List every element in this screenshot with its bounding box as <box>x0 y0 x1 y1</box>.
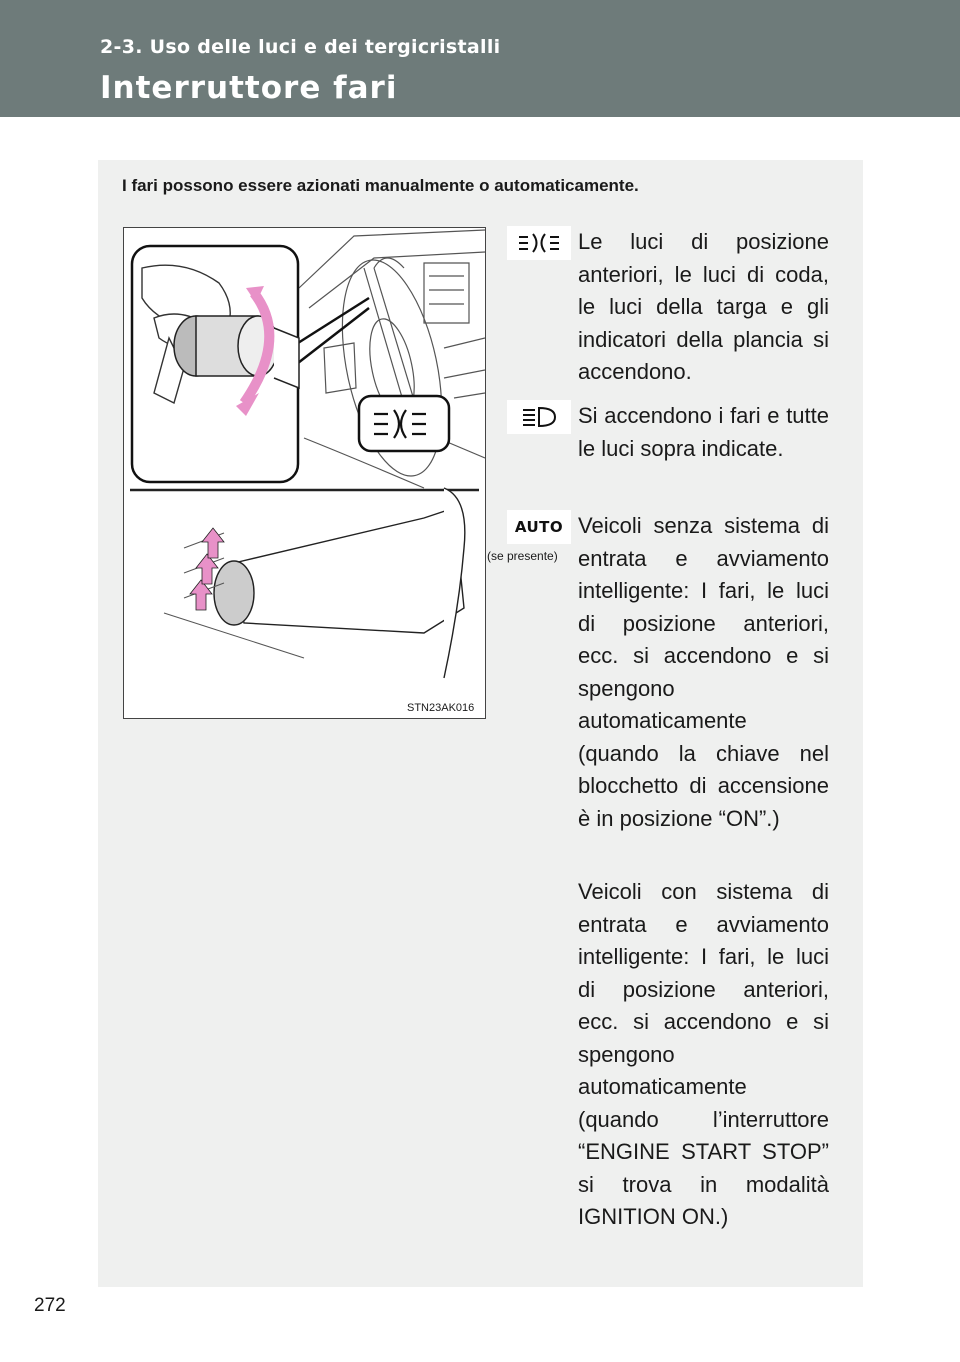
section-title: 2-3. Uso delle luci e dei tergicristalli <box>100 36 501 58</box>
illustration-drawing <box>124 228 485 718</box>
tail-light-description: Le luci di posizione anteriori, le luci di coda, le luci della targa e gli indicatori della plancia si accendono. <box>578 229 829 384</box>
tail-light-symbol <box>516 231 562 255</box>
headlight-icon <box>507 400 571 434</box>
page-header <box>0 0 960 117</box>
auto-icon <box>507 510 571 544</box>
headlight-description: Si accendono i fari e tutte le luci sopra indicate. <box>578 403 829 461</box>
tail-light-icon <box>507 226 571 260</box>
page-number: 272 <box>34 1295 66 1316</box>
headlight-switch-illustration <box>123 227 486 719</box>
headlight-symbol <box>519 405 559 429</box>
auto-description: Veicoli senza sistema di entrata e avviamento intelligente: I fari, le luci di posizione anteriori, ecc. si accendono e si spengono automaticamente (quando la chiave nel blocchetto di accensione è in posizione “ON”.) <box>578 513 829 831</box>
page-title: Interruttore fari <box>100 70 398 106</box>
auto-description-smart-key: Veicoli con sistema di entrata e avviamento intelligente: I fari, le luci di posizione anteriori, ecc. si accendono e si spengono automaticamente (quando l’interruttore “ENGINE START STOP” si trova in modalità IGNITION ON.) <box>578 879 829 1229</box>
auto-icon-note: (se presente) <box>487 549 558 563</box>
figure-code: STN23AK016 <box>407 702 475 714</box>
intro-text: I fari possono essere azionati manualmente o automaticamente. <box>122 176 639 195</box>
auto-icon-label: AUTO <box>514 518 564 536</box>
